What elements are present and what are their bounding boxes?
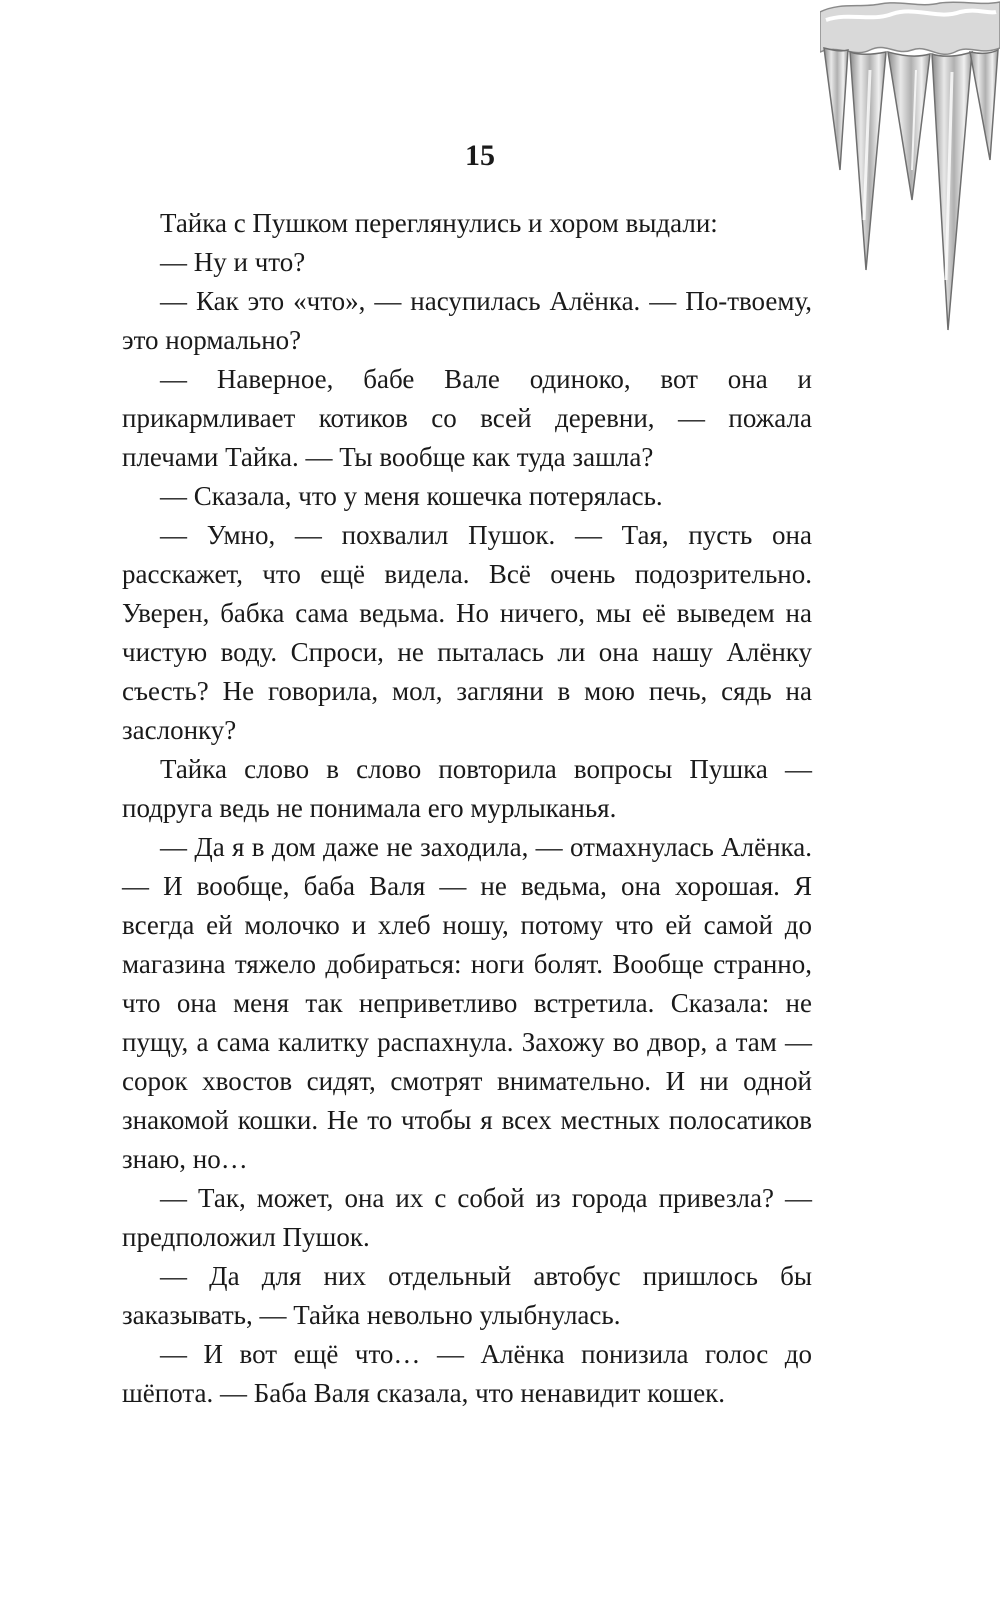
paragraph: — Наверное, бабе Вале одиноко, вот она и прикармливает котиков со всей деревни, — пожала плечами Тайка. — Ты вообще как туда зашла? — [122, 364, 812, 472]
paragraph: — И вот ещё что… — Алёнка понизила голос до шёпота. — Баба Валя сказала, что ненавидит кошек. — [122, 1339, 812, 1408]
paragraph: Тайка слово в слово повторила вопросы Пушка — подруга ведь не понимала его мурлыканья. — [122, 754, 812, 823]
paragraph: — Ну и что? — [160, 247, 306, 277]
paragraph: Тайка с Пушком переглянулись и хором выдали: — [160, 208, 718, 238]
page-number: 15 — [465, 139, 495, 172]
body-text — [122, 204, 812, 1413]
paragraph: — Умно, — похвалил Пушок. — Тая, пусть она расскажет, что ещё видела. Всё очень подозрительно. Уверен, бабка сама ведьма. Но ничего, мы её выведем на чистую воду. Спроси, не пыталась ли она нашу Алёнку съесть? Не говорила, мол, загляни в мою печь, сядь на заслонку? — [122, 520, 812, 745]
paragraph: — Так, может, она их с собой из города привезла? — предположил Пушок. — [122, 1183, 812, 1252]
paragraph: — Сказала, что у меня кошечка потерялась. — [160, 481, 663, 511]
paragraph: — Да я в дом даже не заходила, — отмахнулась Алёнка. — И вообще, баба Валя — не ведьма, она хорошая. Я всегда ей молочко и хлеб ношу, потому что ей самой до магазина тяжело добираться: ноги болят. Вообще странно, что она меня так неприветливо встретила. Сказала: не пущу, а сама калитку распахнула. Захожу во двор, а там — сорок хвостов сидят, смотрят внимательно. И ни одной знакомой кошки. Не то чтобы я всех местных полосатиков знаю, но… — [122, 832, 812, 1174]
paragraph: — Да для них отдельный автобус пришлось бы заказывать, — Тайка невольно улыбнулась. — [122, 1261, 812, 1330]
paragraph: — Как это «что», — насупилась Алёнка. — По-твоему, это нормально? — [122, 286, 812, 355]
